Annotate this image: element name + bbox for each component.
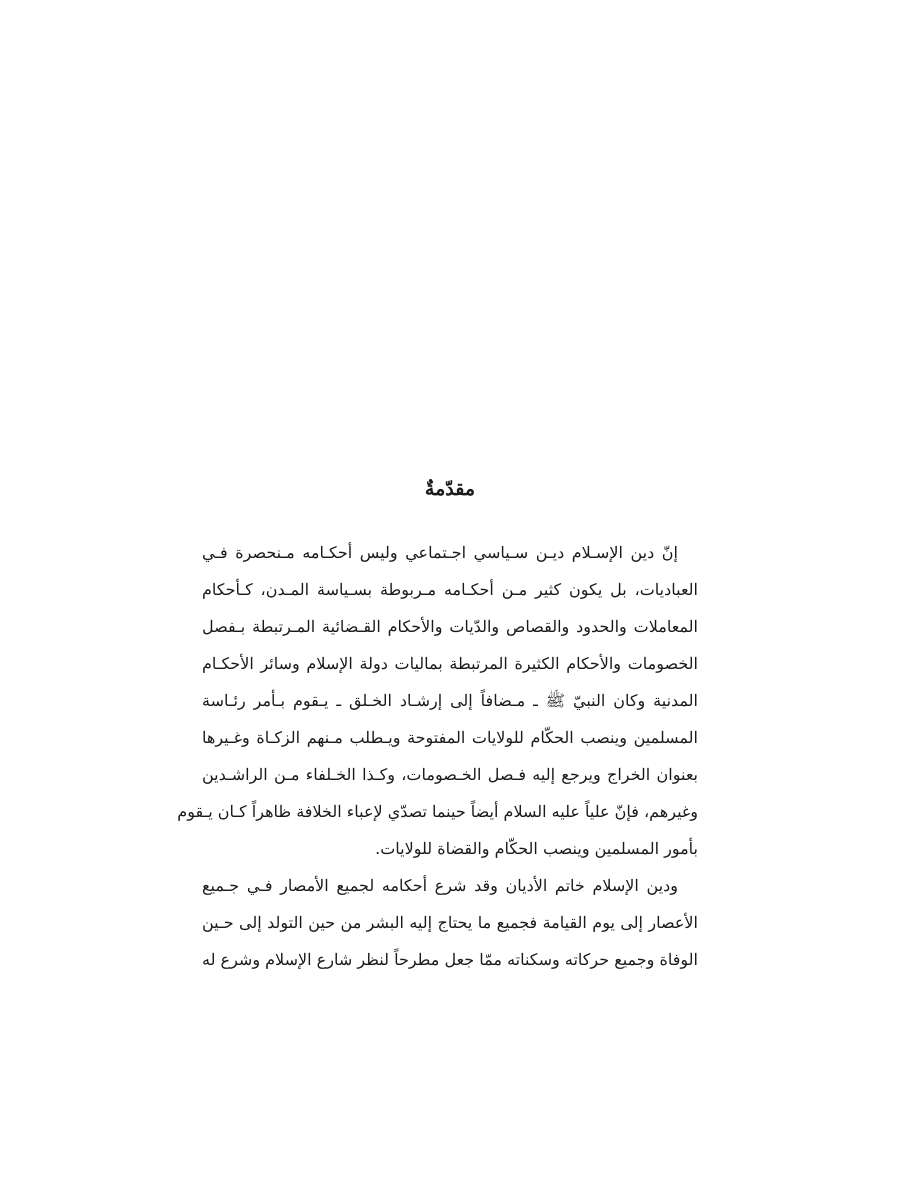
text-line: المعاملات والحدود والقصاص والدّيات والأحكام القـضائية المـرتبطة بـفصل — [202, 617, 699, 636]
paragraph-1 — [177, 534, 699, 867]
paragraph-2 — [202, 867, 698, 978]
text-line: بأمور المسلمين وينصب الحكّام والقضاة للولايات. — [375, 839, 698, 858]
text-line: المسلمين وينصب الحكّام للولايات المفتوحة ويـطلب مـنهم الزكـاة وغـيرها — [202, 728, 698, 747]
text-line: إنّ دين الإسـلام ديـن سـياسي اجـتماعي وليس أحكـامه مـنحصرة فـي — [202, 543, 678, 562]
text-line: الوفاة وجميع حركاته وسكناته ممّا جعل مطرحاً لنظر شارع الإسلام وشرع له — [202, 950, 698, 969]
text-line: بعنوان الخراج ويرجع إليه فـصل الخـصومات، وكـذا الخـلفاء مـن الراشـدين — [202, 765, 698, 784]
text-line: ودين الإسلام خاتم الأديان وقد شرع أحكامه لجميع الأمصار فـي جـميع — [202, 876, 678, 895]
page-title: مقدّمةٌ — [424, 478, 476, 500]
text-line: المدنية وكان النبيّ ﷺ ـ مـضافاً إلى إرشـاد الخـلق ـ يـقوم بـأمر رئـاسة — [202, 691, 698, 710]
text-line: وغيرهم، فإنّ علياً عليه السلام أيضاً حينما تصدّي لإعباء الخلافة ظاهراً كـان يـقوم — [177, 802, 698, 821]
body-text — [177, 534, 699, 978]
text-line: الخصومات والأحكام الكثيرة المرتبطة بماليات دولة الإسلام وسائر الأحكـام — [202, 654, 698, 673]
text-line: العباديات، بل يكون كثير مـن أحكـامه مـربوطة بسـياسة المـدن، كـأحكام — [202, 580, 698, 599]
text-line: الأعصار إلى يوم القيامة فجميع ما يحتاج إليه البشر من حين التولد إلى حـين — [202, 913, 698, 932]
